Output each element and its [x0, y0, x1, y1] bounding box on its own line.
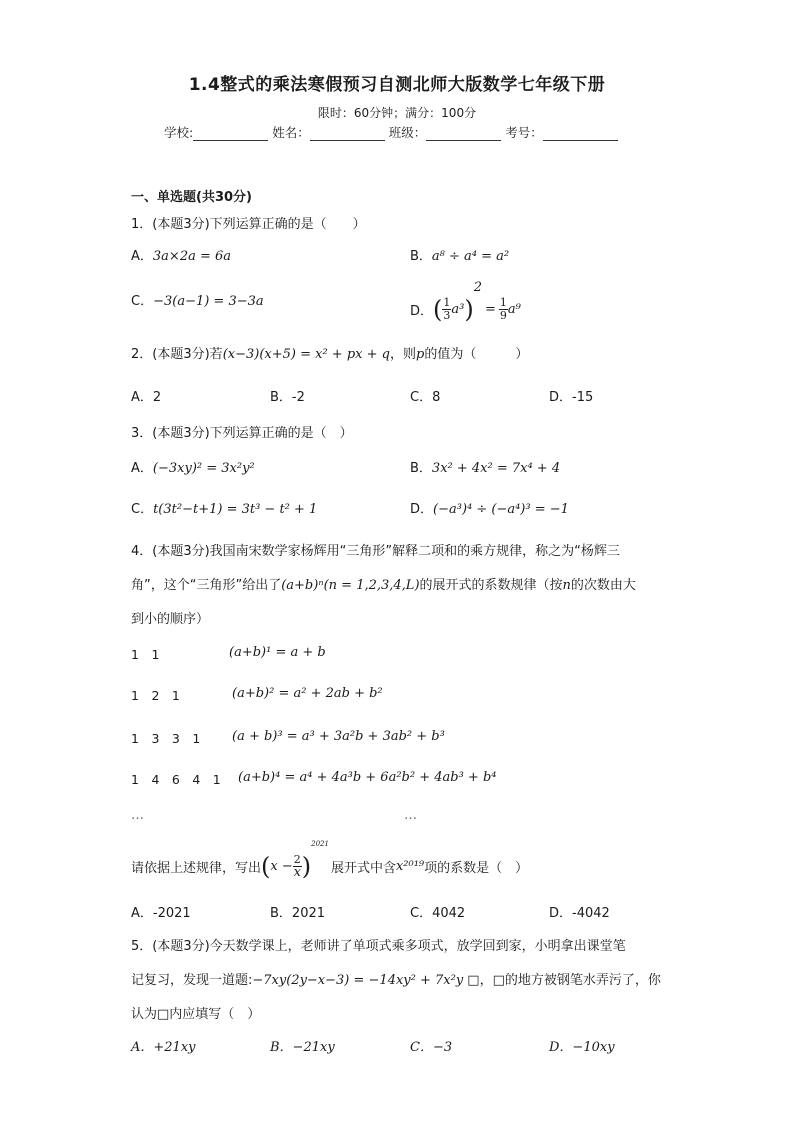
q3-option-a[interactable]: A．(−3xy)² = 3x²y² — [131, 461, 255, 476]
q5-option-a[interactable]: A．+21xy — [131, 1040, 196, 1055]
q1-option-d[interactable]: D．( $\frac{1}{3}$ a³)$^2$= $\frac{1}{9}$ a⁹ — [410, 280, 521, 324]
q2-option-c[interactable]: C．8 — [410, 390, 441, 405]
pascal-row4-coefficients: 1 4 6 4 1 — [131, 772, 221, 787]
q1-option-c[interactable]: C．−3(a−1) = 3−3a — [131, 294, 264, 309]
time-score-info: 限时：60分钟；满分：100分 — [317, 106, 477, 120]
class-blank[interactable] — [426, 127, 501, 141]
q5-line3: 认为□内应填写（ ） — [131, 1007, 261, 1022]
school-blank[interactable] — [193, 127, 268, 141]
q3-option-b[interactable]: B．3x² + 4x² = 7x⁴ + 4 — [410, 461, 561, 476]
q3-option-d[interactable]: D．(−a³)⁴ ÷ (−a⁴)³ = −1 — [410, 502, 569, 517]
q4-option-a[interactable]: A．-2021 — [131, 906, 191, 921]
q4-option-b[interactable]: B．2021 — [270, 906, 326, 921]
student-info-line — [164, 123, 618, 141]
q2-option-d[interactable]: D．-15 — [549, 390, 594, 405]
pascal-row3-expansion: (a + b)³ = a³ + 3a²b + 3ab² + b³ — [232, 729, 445, 744]
q3-stem: 3．(本题3分)下列运算正确的是（ ） — [131, 426, 353, 441]
pascal-continuation-left: … — [131, 808, 144, 823]
q1-option-b[interactable]: B．a⁸ ÷ a⁴ = a² — [410, 249, 510, 264]
exam-no-blank[interactable] — [543, 127, 618, 141]
q4-question: 请依据上述规律，写出(x − $\frac{2}{x}$ )$^{2021}$展开式中含x²⁰¹⁹项的系数是（ ） — [131, 840, 529, 881]
q2-stem: 2．(本题3分)若(x−3)(x+5) = x² + px + q，则p的值为（ ） — [131, 347, 529, 362]
q5-line2: 记复习，发现一道题:−7xy(2y−x−3) = −14xy² + 7x²y □，□的地方被钢笔水弄污了，你 — [131, 973, 661, 988]
section-heading: 一、单选题(共30分) — [131, 190, 252, 205]
pascal-continuation-right: … — [404, 808, 417, 823]
class-label: 班级： — [388, 125, 427, 140]
name-blank[interactable] — [310, 127, 385, 141]
document-title: 1.4整式的乘法寒假预习自测北师大版数学七年级下册 — [188, 75, 606, 95]
q2-option-a[interactable]: A．2 — [131, 390, 162, 405]
exam-no-label: 考号： — [505, 125, 543, 140]
q2-option-b[interactable]: B．-2 — [270, 390, 305, 405]
pascal-row4-expansion: (a+b)⁴ = a⁴ + 4a³b + 6a²b² + 4ab³ + b⁴ — [238, 770, 497, 785]
pascal-row1-coefficients: 1 1 — [131, 647, 160, 662]
q3-option-c[interactable]: C．t(3t²−t+1) = 3t³ − t² + 1 — [131, 502, 318, 517]
school-label: 学校: — [164, 125, 194, 140]
q5-line1: 5．(本题3分)今天数学课上，老师讲了单项式乘多项式，放学回到家，小明拿出课堂笔 — [131, 939, 626, 954]
q5-option-b[interactable]: B．−21xy — [270, 1040, 335, 1055]
q4-line3: 到小的顺序） — [131, 612, 210, 627]
q4-option-c[interactable]: C．4042 — [410, 906, 466, 921]
q5-option-c[interactable]: C．−3 — [410, 1040, 453, 1055]
pascal-row1-expansion: (a+b)¹ = a + b — [229, 645, 326, 660]
q1-stem: 1．(本题3分)下列运算正确的是（ ） — [131, 217, 366, 232]
q4-line1: 4．(本题3分)我国南宋数学家杨辉用“三角形”解释二项和的乘方规律，称之为“杨辉三 — [131, 544, 620, 559]
pascal-row2-coefficients: 1 2 1 — [131, 688, 180, 703]
name-label: 姓名： — [272, 125, 310, 140]
pascal-row2-expansion: (a+b)² = a² + 2ab + b² — [232, 686, 383, 701]
q4-line2: 角”，这个“三角形”给出了(a+b)ⁿ(n = 1,2,3,4,L)的展开式的系数规律（按n的次数由大 — [131, 578, 636, 593]
q5-option-d[interactable]: D．−10xy — [549, 1040, 615, 1055]
q4-option-d[interactable]: D．-4042 — [549, 906, 610, 921]
pascal-row3-coefficients: 1 3 3 1 — [131, 731, 201, 746]
q1-option-a[interactable]: A．3a×2a = 6a — [131, 249, 232, 264]
